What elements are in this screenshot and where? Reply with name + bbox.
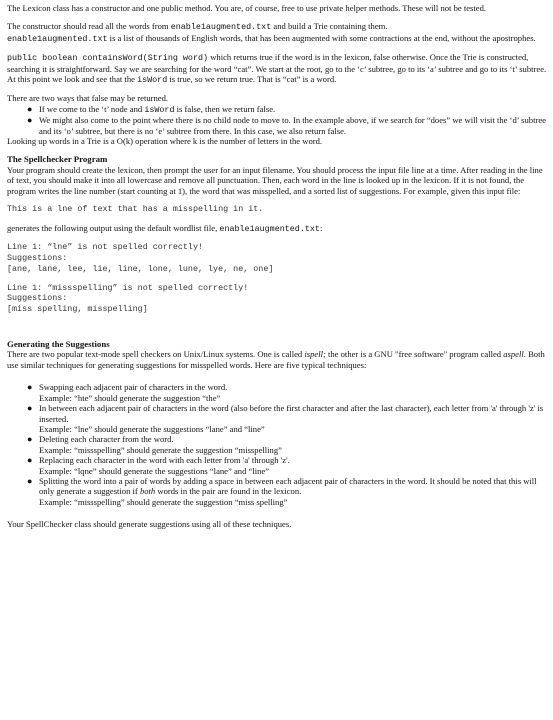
list-item: ● Splitting the word into a pair of words by adding a space in between each adjacent pair of characters in the word. It should be noted that this will only generate a suggestion if both words in the pair are found in the lexicon. Example: “missspelling” should generate the suggestion “miss spelling” — [27, 475, 537, 507]
bullet-icon: ● — [27, 475, 33, 486]
method-signature: public boolean containsWord(String word) — [7, 53, 209, 64]
bullet-icon: ● — [27, 382, 33, 393]
list-item: ● We might also come to the point where there is no child node to move to. In the example above, if we search for “does” we will visit the ‘d’ subtree and its ‘o’ subtree, but there is no ‘e’ subtree from there. In this case, we also return false. — [27, 115, 546, 136]
section-heading-suggestions: Generating the Suggestions — [7, 339, 110, 350]
bullet-icon: ● — [27, 103, 33, 114]
example-input-line: This is a lne of text that has a misspelling in it. — [7, 204, 264, 215]
section-heading-spellchecker: The Spellchecker Program — [7, 154, 108, 165]
wordlist-filename: enable1augmented.txt — [7, 33, 108, 44]
constructor-paragraph: The constructor should read all the words from enable1augmented.txt and build a Trie containing them. enable1augmented.txt is a list of thousands of English words, that has been augmented with some contractions at the end, without the apostrophes. — [7, 21, 536, 44]
bullet-icon: ● — [27, 434, 33, 445]
wordlist-filename: enable1augmented.txt — [170, 22, 272, 33]
techniques-list — [7, 382, 547, 507]
list-item: ● Deleting each character from the word. Example: “missspelling” should generate the suggestion “misspelling” — [27, 434, 282, 455]
output-intro: generates the following output using the default wordlist file, enable1augmented.txt: — [7, 222, 323, 234]
bullet-icon: ● — [27, 455, 33, 466]
false-cases: There are two ways that false may be returned. ● If we come to the ‘t’ node and isWord is false, then we return false. ● We might also come to the point where there is no child node to move to. In the example above, if we search for “does” we will visit the ‘d’ subtree and its ‘o’ subtree, but there is no ‘e’ subtree from there. In this case, we also return false. Looking up words in a Trie is a O(k) operation where k is the number of letters in the word. — [7, 93, 546, 147]
isword-field: isWord — [137, 75, 168, 86]
intro-paragraph: The Lexicon class has a constructor and one public method. You are, of course, free to use private helper methods. These will not be tested. — [7, 3, 487, 13]
example-output-block: Line 1: “missspelling” is not spelled correctly! Suggestions: [miss spelling, misspelling] — [7, 282, 249, 315]
closing-paragraph: Your SpellChecker class should generate suggestions using all of these techniques. — [7, 519, 292, 530]
false-cases-list — [7, 104, 547, 136]
spellchecker-paragraph: Your program should create the lexicon, then prompt the user for an input filename. You should process the input file line at a time. After reading in the line of text, you should make it into all lowercase and remove all punctuation. Then, each word in the line is looked up in the lexicon. If it is not found, the program writes the line number (start counting at 1), the word that was misspelled, and a sorted list of suggestions. For example, given this input file: — [7, 164, 543, 196]
wordlist-filename: enable1augmented.txt — [219, 223, 320, 234]
list-item: ● If we come to the ‘t’ node and isWord is false, then we return false. — [27, 103, 276, 115]
contains-word-paragraph: public boolean containsWord(String word) which returns true if the word is in the lexicon, false otherwise. Once the Trie is constructed, searching it is straightforward. Say we are searching for the word “cat”. We start at the root, go to the ‘c’ subtree, go to its ‘a’ subtree and go to its ‘t’ subtree. At this point we look and see that the isWord is true, so we return true. That is “cat” is a word. — [7, 52, 547, 86]
bullet-icon: ● — [27, 115, 33, 126]
complexity-note: Looking up words in a Trie is a O(k) operation where k is the number of letters in the word. — [7, 136, 323, 147]
list-item: ● In between each adjacent pair of characters in the word (also before the first character and after the last character), each letter from 'a' through 'z' is inserted. Example: “lne” should generate the suggestions “lane” and “line” — [27, 403, 544, 434]
suggestions-paragraph: There are two popular text-mode spell checkers on Unix/Linux systems. One is called ispell; the other is a GNU "free software" program called aspell. Both use similar techniques for generating suggestions for misspelled words. Here are five typical techniques: — [7, 349, 545, 370]
list-item: ● Replacing each character in the word with each letter from 'a' through 'z'. Example: “lqne” should generate the suggestions “lane” and “line” — [27, 455, 290, 476]
list-item: ● Swapping each adjacent pair of characters in the word. Example: “hte” should generate the suggestion “the” — [27, 382, 228, 403]
bullet-icon: ● — [27, 403, 33, 414]
example-output-block: Line 1: “lne” is not spelled correctly! Suggestions: [ane, lane, lee, lie, line, lone, lune, lye, ne, one] — [7, 242, 274, 274]
